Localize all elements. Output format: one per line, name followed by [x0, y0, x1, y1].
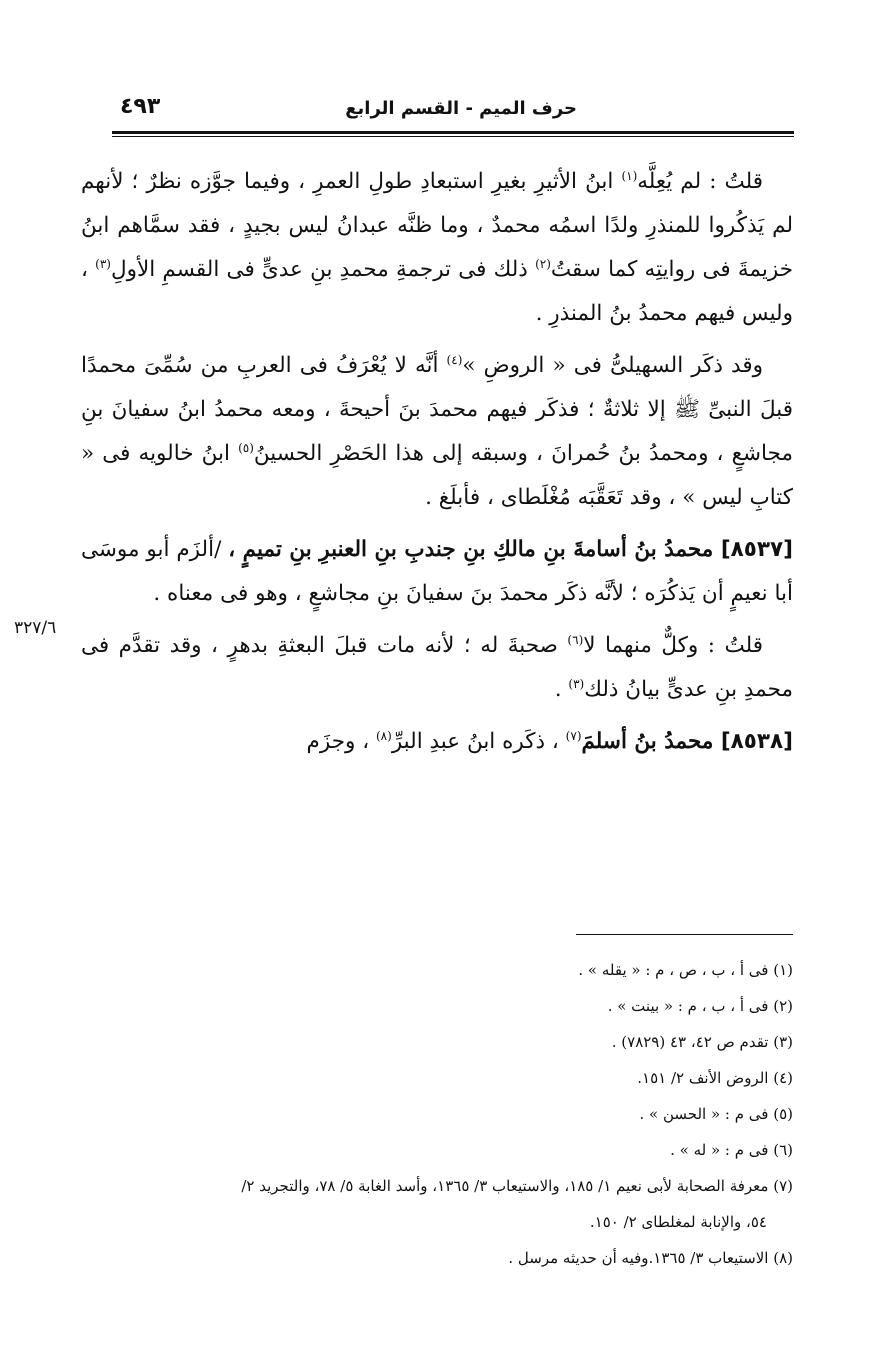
footnote: (٤) الروض الأنف ٢/ ١٥١.	[637, 1069, 793, 1087]
footnote-marker: (٣)	[568, 676, 585, 691]
margin-reference: ٣٢٧/٦	[14, 618, 57, 638]
text-run: .	[554, 677, 569, 702]
footnote: (٥) فى م : « الحسن » .	[639, 1105, 793, 1123]
text-run: ابنُ خالويه فى « كتابِ ليس » ، وقد تَعَقَّبَه مُغْلَطاى ، فأبلَغ .	[81, 441, 793, 510]
footnote-continuation: ٥٤، والإنابة لمغلطاى ٢/ ١٥٠.	[589, 1213, 767, 1231]
footnotes	[113, 952, 793, 1276]
paragraph	[81, 624, 793, 712]
footnote: (٧) معرفة الصحابة لأبى نعيم ١/ ١٨٥، والاستيعاب ٣/ ١٣٦٥، وأسد الغابة ٥/ ٧٨، والتجريد ٢/	[241, 1177, 793, 1195]
footnote-rule	[576, 934, 793, 935]
paragraph	[81, 160, 793, 336]
text-run: قلتُ : لم يُعِلَّه	[637, 169, 763, 194]
text-run: وقد ذكَر السهيلىُّ فى « الروضِ »	[462, 353, 763, 378]
footnote-marker: (٦)	[567, 632, 584, 647]
entry-8538	[81, 720, 793, 764]
footnote: (٦) فى م : « له » .	[670, 1141, 793, 1159]
footnote-marker: (٨)	[375, 728, 392, 743]
page-number: ٤٩٣	[120, 94, 161, 119]
footnote: (٣) تقدم ص ٤٢، ٤٣ (٧٨٢٩) .	[611, 1033, 793, 1051]
text-run: قلتُ : وكلٌّ منهما لا	[583, 633, 763, 658]
running-header	[112, 94, 792, 124]
footnote-marker: (٣)	[95, 256, 111, 271]
text-run: /ألزَم أبو موسَى أبا نعيمٍ أن يَذكُرَه ؛ لأنَّه ذكَر محمدَ بنَ سفيانَ بنِ مجاشعٍ ، وهو فى معناه .	[81, 537, 793, 606]
text-run: صحبةَ له ؛ لأنه مات قبلَ البعثةِ بدهرٍ ، وقد تقدَّم فى محمدِ بنِ عدىٍّ بيانُ ذلك	[81, 633, 793, 702]
paragraph	[81, 344, 793, 520]
text-run: ذلك فى ترجمةِ محمدِ بنِ عدىٍّ فى القسمِ الأولِ	[110, 257, 536, 282]
text-run: ابنُ الأثيرِ بغيرِ استبعادِ طولِ العمرِ ، وفيما جوَّزه نظرٌ ؛ لأنهم لم يَذكُروا للمنذرِ ولدًا اسمُه محمدٌ ، وما ظنَّه عبدانُ ليس بجيدٍ ، فقد سمَّاهم ابنُ خزيمةَ فى روايتِه كما سقتُ	[81, 169, 793, 282]
text-run: ، ذكَره ابنُ عبدِ البرِّ	[391, 729, 566, 754]
footnote: (٨) الاستيعاب ٣/ ١٣٦٥.وفيه أن حديثه مرسل .	[508, 1249, 793, 1267]
header-rule-thin	[112, 136, 794, 137]
footnote-marker: (٥)	[238, 440, 254, 455]
text-run: أنَّه لا يُعْرَفُ فى العربِ من سُمِّىَ محمدًا قبلَ النبىِّ ﷺ إلا ثلاثةٌ ؛ فذكَر فيهم محمدَ بنَ أحيحةَ ، ومعه محمدُ ابنُ سفيانَ بنِ مجاشعٍ ، ومحمدُ بنُ حُمرانَ ، وسبقه إلى هذا الحَصْرِ الحسينُ	[81, 353, 793, 466]
entry-name: محمدُ بنُ أسامةَ بنِ مالكِ بنِ جندبِ بنِ العنبرِ بنِ تميمٍ ،	[228, 537, 721, 562]
entry-number: [٨٥٣٨]	[720, 729, 793, 754]
footnote: (١) فى أ ، ب ، ص ، م : « يقله » .	[578, 961, 793, 979]
footnote-marker: (٤)	[446, 352, 463, 367]
main-text	[81, 160, 793, 764]
text-run: ، وجزَم	[306, 729, 376, 754]
running-title: حرف الميم - القسم الرابع	[345, 98, 577, 119]
text-run: ، وليس فيهم محمدُ بنُ المنذرِ .	[81, 257, 793, 326]
entry-number: [٨٥٣٧]	[720, 537, 793, 562]
footnote-marker: (٢)	[535, 256, 551, 271]
footnote-marker: (٧)	[565, 728, 582, 743]
footnote-marker: (١)	[621, 168, 638, 183]
entry-name: محمدُ بنُ أسلمَ	[581, 729, 721, 754]
footnote: (٢) فى أ ، ب ، م : « بينت » .	[607, 997, 793, 1015]
header-rule	[112, 131, 794, 134]
entry-8537	[81, 528, 793, 616]
